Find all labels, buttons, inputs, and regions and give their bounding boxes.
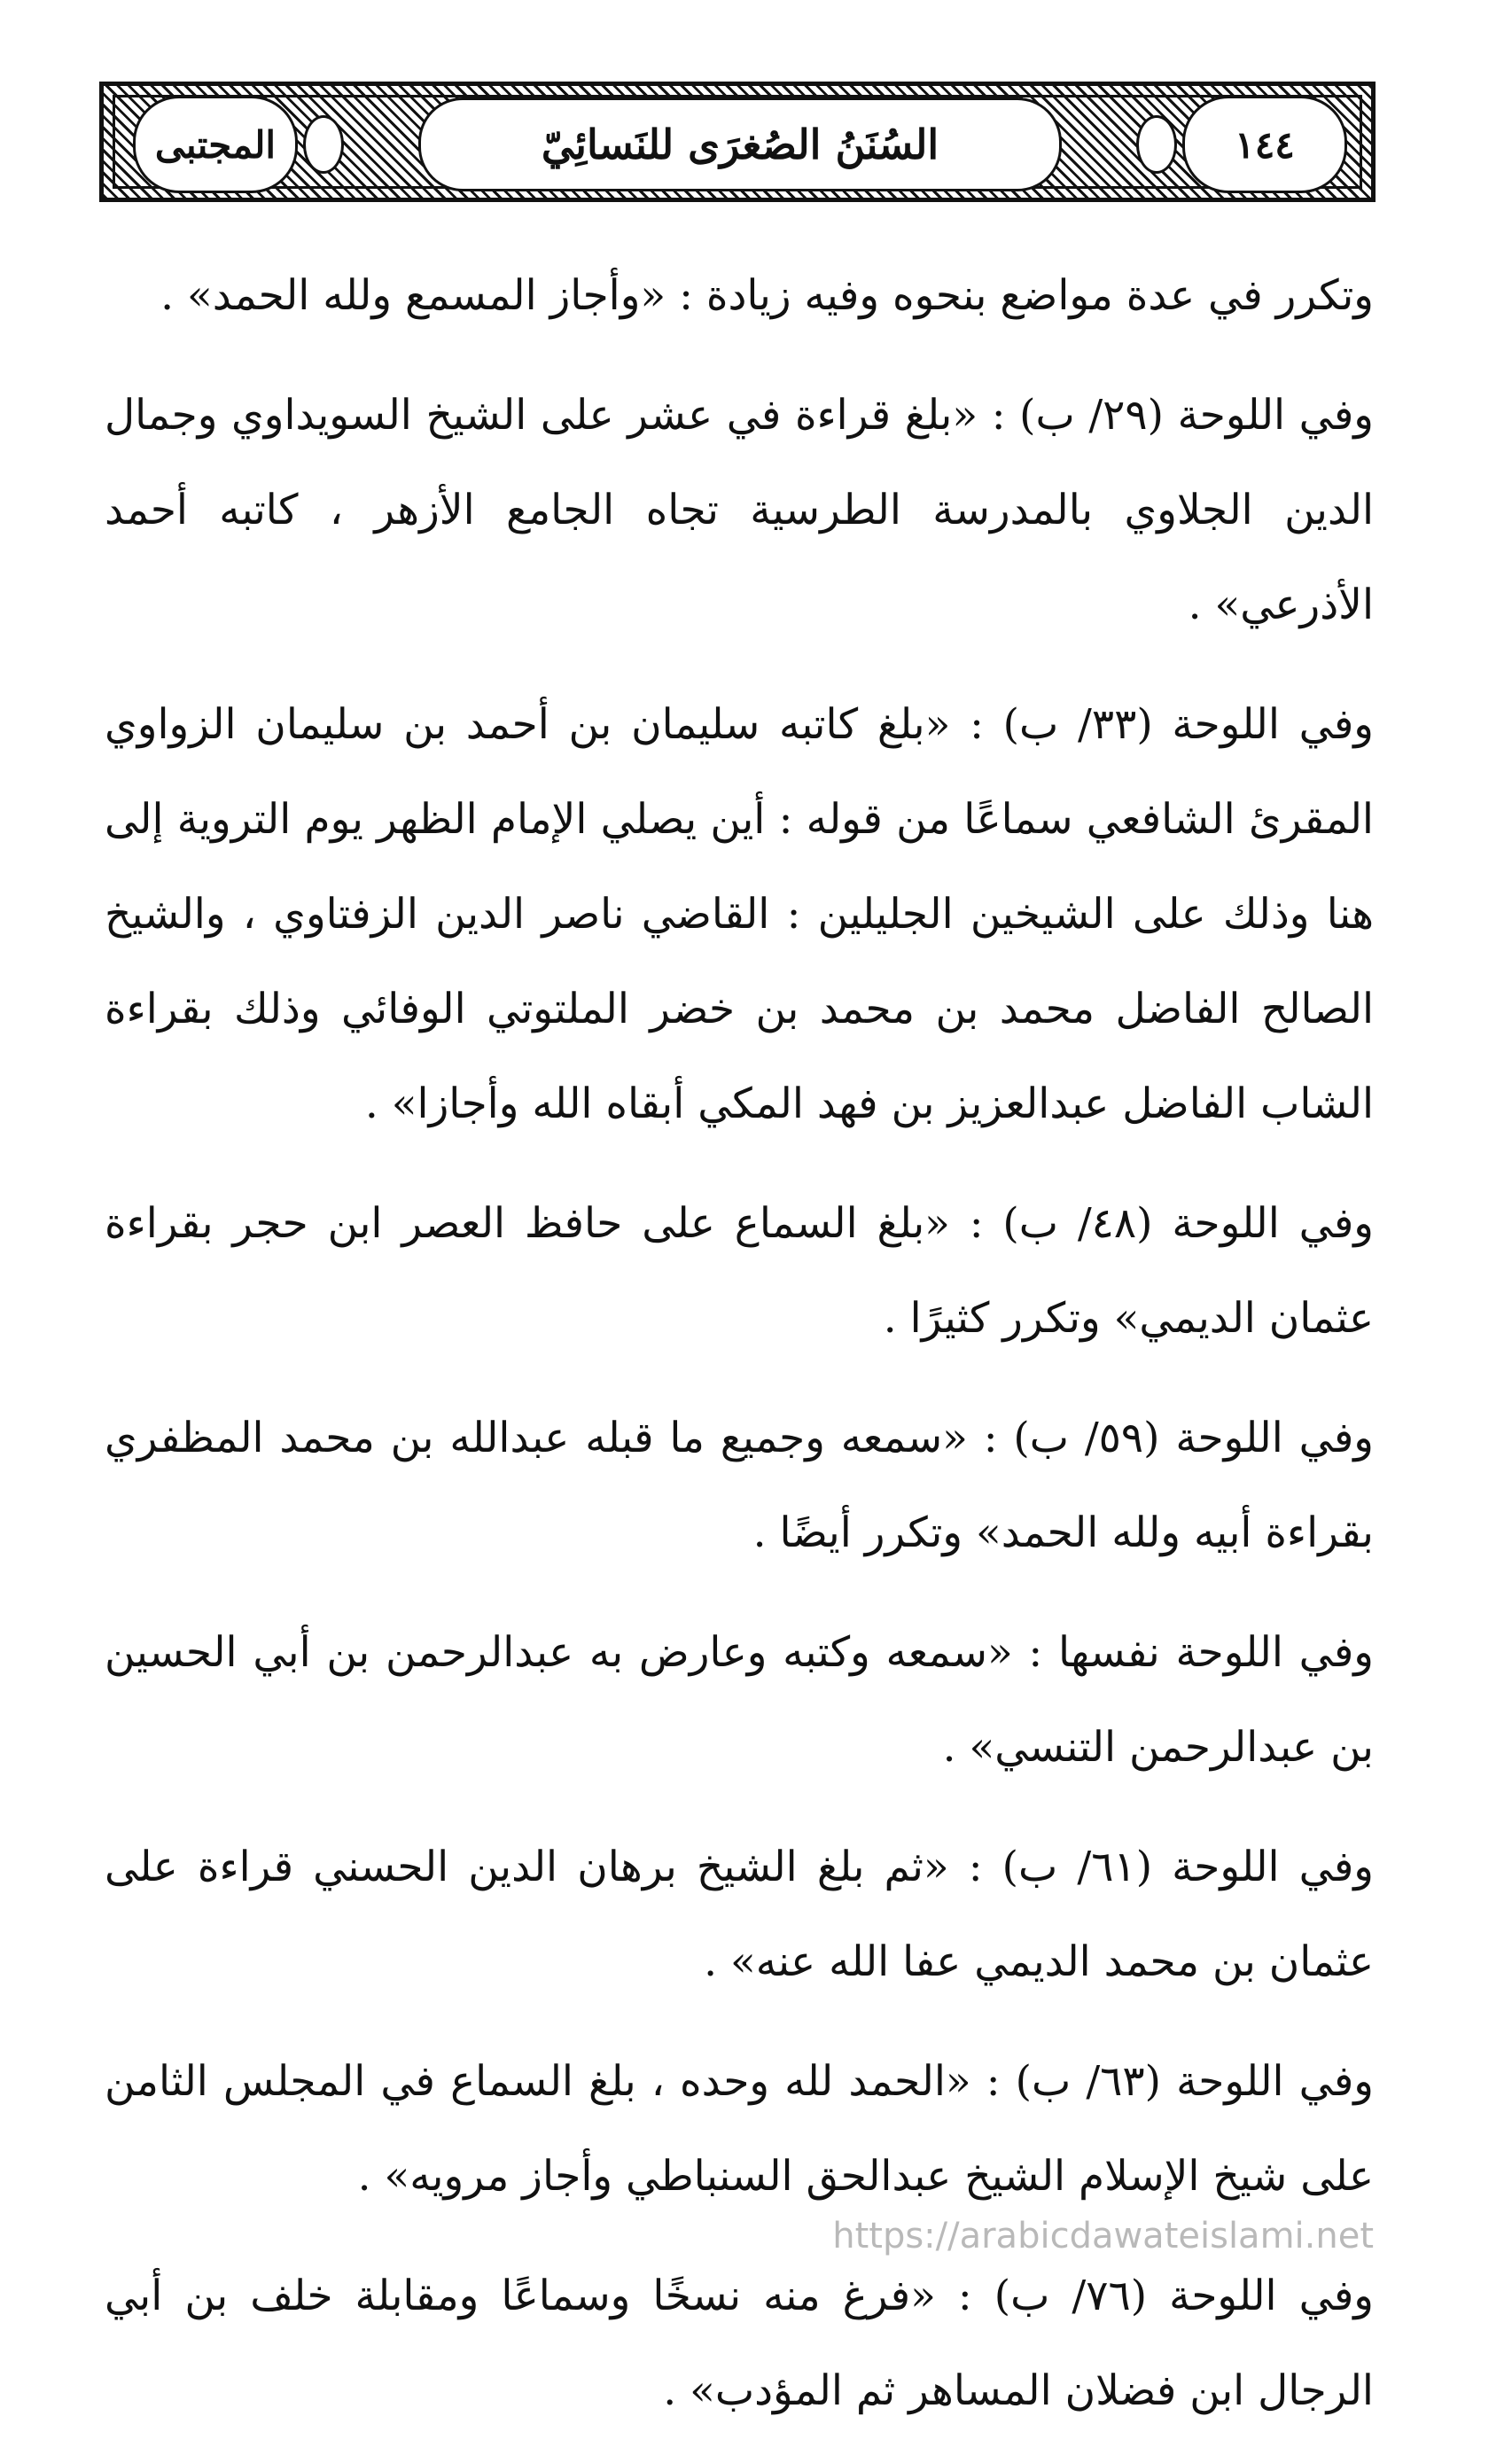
paragraph: وفي اللوحة (٦١/ ب) : «ثم بلغ الشيخ برهان الدين الحسني قراءة على عثمان بن محمد الديمي عفا الله عنه» . — [105, 1843, 1374, 1986]
page-number-medallion — [1182, 96, 1347, 193]
title-cartouche — [418, 97, 1062, 191]
book-title: السُنَنُ الصُغرَى للنَسائِيّ — [541, 121, 939, 168]
page-header — [99, 82, 1376, 202]
paragraph: وفي اللوحة (٧٦/ ب) : «فرغ منه نسخًا وسماعًا ومقابلة خلف بن أبي الرجال ابن فضلان المساهر ثم المؤدب» . — [105, 2272, 1374, 2415]
ornament-icon — [303, 115, 344, 174]
paragraph: وفي اللوحة (٤٨/ ب) : «بلغ السماع على حافظ العصر ابن حجر بقراءة عثمان الديمي» وتكرر كثيرًا . — [105, 1199, 1374, 1343]
badge-medallion — [133, 96, 298, 193]
ornament-icon — [1136, 115, 1177, 174]
page-body — [105, 248, 1374, 2463]
watermark-url: https://arabicdawateislami.net — [832, 2216, 1374, 2256]
paragraph: وفي اللوحة (٥٩/ ب) : «سمعه وجميع ما قبله عبدالله بن محمد المظفري بقراءة أبيه ولله الحمد» وتكرر أيضًا . — [105, 1414, 1374, 1557]
paragraph: وفي اللوحة (٣٣/ ب) : «بلغ كاتبه سليمان بن أحمد بن سليمان الزواوي المقرئ الشافعي سماعًا من قوله : أين يصلي الإمام الظهر يوم التروية إلى هنا وذلك على الشيخين الجليلين : القاضي ناصر الدين الزفتاوي ، والشيخ الصالح الفاضل محمد بن محمد بن خضر الملتوتي الوفائي وذلك بقراءة الشاب الفاضل عبدالعزيز بن فهد المكي أبقاه الله وأجازا» . — [105, 700, 1374, 1128]
paragraph: وتكرر في عدة مواضع بنحوه وفيه زيادة : «وأجاز المسمع ولله الحمد» . — [160, 271, 1374, 320]
book-badge: المجتبى — [154, 122, 277, 167]
page-number: ١٤٤ — [1235, 122, 1295, 167]
paragraph: وفي اللوحة نفسها : «سمعه وكتبه وعارض به عبدالرحمن بن أبي الحسين بن عبدالرحمن التنسي» . — [105, 1628, 1374, 1772]
paragraph: وفي اللوحة (٢٩/ ب) : «بلغ قراءة في عشر على الشيخ السويداوي وجمال الدين الجلاوي بالمدرسة الطرسية تجاه الجامع الأزهر ، كاتبه أحمد الأذرعي» . — [105, 391, 1374, 629]
paragraph: وفي اللوحة (٦٣/ ب) : «الحمد لله وحده ، بلغ السماع في المجلس الثامن على شيخ الإسلام الشيخ عبدالحق السنباطي وأجاز مرويه» . — [105, 2057, 1374, 2201]
